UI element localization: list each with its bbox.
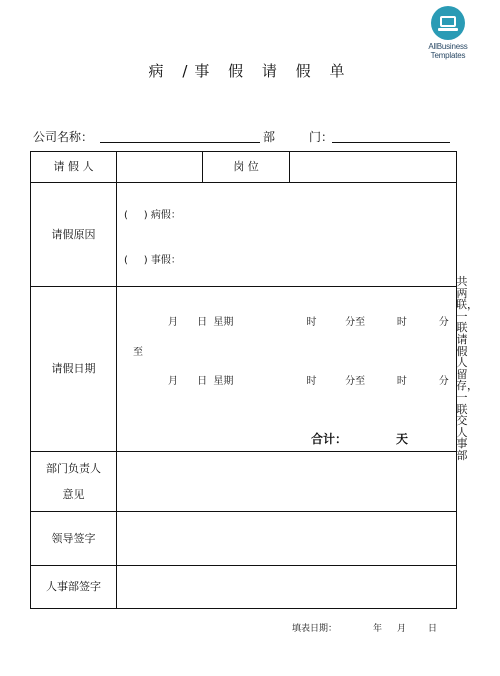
- reason-cell[interactable]: [117, 183, 457, 287]
- date-label: 请假日期: [31, 287, 117, 452]
- sick-leave-option[interactable]: ( ) 病假：: [124, 210, 181, 221]
- leader-signature-field[interactable]: [117, 512, 457, 566]
- date-to-label: 至: [133, 347, 143, 358]
- position-label: 岗 位: [203, 152, 290, 183]
- form-title: 病 /事 假 请 假 单: [148, 62, 352, 80]
- department-field[interactable]: [332, 142, 450, 143]
- personal-leave-option[interactable]: ( ) 事假：: [124, 255, 181, 266]
- hr-signature-label: 人事部签字: [31, 566, 117, 609]
- logo-text: AllBusiness Templates: [428, 42, 468, 60]
- fill-date-label: 填表日期：: [292, 624, 338, 634]
- footer-month: 月: [397, 624, 407, 634]
- total-label: 合计：: [311, 432, 348, 446]
- company-name-field[interactable]: [100, 142, 260, 143]
- dept-head-opinion-field[interactable]: [117, 452, 457, 512]
- laptop-icon: [431, 6, 465, 40]
- date-cell[interactable]: [117, 287, 457, 452]
- applicant-label: 请 假 人: [31, 152, 117, 183]
- start-date-row: 月 日 星期 时 分至 时 分: [168, 317, 449, 328]
- applicant-field[interactable]: [117, 152, 203, 183]
- allbusiness-logo: [421, 6, 475, 60]
- position-field[interactable]: [290, 152, 457, 183]
- reason-label: 请假原因: [31, 183, 117, 287]
- company-name-label: 公司名称：: [33, 130, 94, 144]
- dept-label-part1: 部: [263, 130, 276, 144]
- footer-year: 年: [373, 624, 383, 634]
- end-date-row: 月 日 星期 时 分至 时 分: [168, 376, 449, 387]
- leader-signature-label: 领导签字: [31, 512, 117, 566]
- dept-head-label: 部门负责人 意见: [31, 452, 117, 512]
- dept-label-part2: 门：: [309, 130, 334, 144]
- total-unit: 天: [396, 432, 409, 446]
- hr-signature-field[interactable]: [117, 566, 457, 609]
- side-note: 共两联，一联请假人留存，一联交人事部: [456, 275, 478, 462]
- footer-day: 日: [428, 624, 438, 634]
